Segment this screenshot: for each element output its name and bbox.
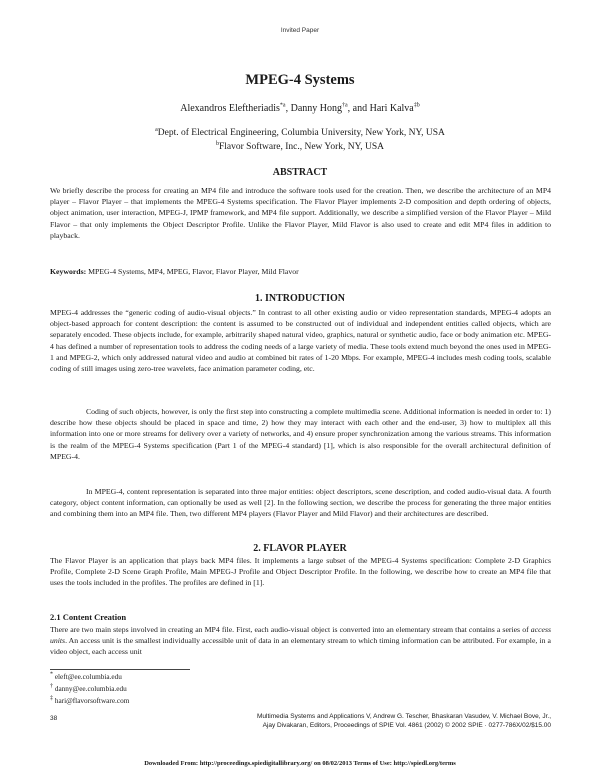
keywords-line: [50, 267, 551, 276]
page-number: 38: [50, 715, 58, 722]
affiliation-marker: b: [215, 140, 219, 147]
content-text-end: . An access unit is the smallest individually accessible unit of data in an elementary stream to which timing information can be attributed. For example, in a video object, each access unit: [50, 636, 551, 657]
footnote-email: eleft@ee.columbia.edu: [53, 673, 122, 681]
keywords-list: MPEG-4 Systems, MP4, MPEG, Flavor, Flavor Player, Mild Flavor: [86, 267, 299, 276]
author-superscript: ‡b: [413, 102, 420, 109]
footnote-email: hari@flavorsoftware.com: [53, 697, 130, 705]
footnote-mark: †: [50, 683, 53, 690]
header-note: Invited Paper: [280, 27, 320, 34]
footnote-mark: ‡: [50, 695, 53, 702]
footnote: [50, 696, 129, 706]
proceedings-citation: [175, 713, 551, 730]
author-name: , Danny Hong: [285, 103, 342, 114]
footnote: [50, 684, 127, 694]
intro-paragraph-2: Coding of such objects, however, is only the first step into constructing a complete multimedia scene. Additional information is needed in order to: 1) describe how these objects should be placed in space and time, 2) how they may interact with each other and the end-user, 3) how to multiplex all this information into one or more streams for delivery over a variety of networks, and 4) ensure proper synchronization among the various streams. This information is the realm of the MPEG-4 Systems specification (Part 1 of the MPEG-4 standard) [1], which is also responsible for the overall architectural definition of MPEG-4.: [50, 407, 551, 461]
affiliation-text: Dept. of Electrical Engineering, Columbia University, New York, NY, USA: [157, 128, 445, 138]
author-name: Alexandros Eleftheriadis: [180, 103, 280, 114]
intro-paragraph-1: MPEG-4 addresses the “generic coding of audio-visual objects.” In contrast to all other existing audio or video representation standards, MPEG-4 adopts an object-based approach for content description: the content is assumed to be constructed out of individual and independent entities called objects, which are separately encoded. These objects include, for example, arbitrarily shaped natural video, graphics, natural or synthetic audio, face or body animation etc. MPEG-4 has defined a number of representation tools to address the coding needs of a large variety of media. These tools extend much beyond the ones used in MPEG-1 and MPEG-2, which only addressed natural video and audio at combined bit rates of 1-20 Mbps. For example, MPEG-4 includes mesh coding tools, scalable coding of still images using zero-tree wavelets, face animation parameter coding, etc.: [50, 308, 551, 374]
footnote-mark: *: [50, 671, 53, 678]
intro-paragraph-3: In MPEG-4, content representation is separated into three major entities: object descriptors, scene description, and coded audio-visual data. A fourth category, object content information, can optionally be used as well [2]. In the following section, we describe the process for generating the three major entities and combining them into an MP4 file. Then, two different MP4 players (Flavor Player and Mild Flavor) and their architectures are described.: [50, 487, 551, 519]
keywords-label: Keywords:: [50, 267, 87, 276]
author-list: [0, 103, 600, 114]
abstract-heading: ABSTRACT: [272, 167, 328, 178]
author-name: , and Hari Kalva: [347, 103, 414, 114]
subsection-heading-content-creation: 2.1 Content Creation: [50, 612, 127, 622]
paper-title: MPEG-4 Systems: [245, 72, 355, 88]
content-text-start: There are two main steps involved in creating an MP4 file. First, each audio-visual object is converted into an elementary stream that contains a series of: [50, 625, 531, 634]
affiliation-a: [0, 128, 600, 138]
footnote-divider: [50, 669, 190, 670]
flavor-paragraph-1: The Flavor Player is an application that plays back MP4 files. It implements a large subset of the MPEG-4 Systems specification: Complete 2-D Graphics Profile, Complete 2-D Scene Graph Profile, Main MPEG-J Profile and Object Descriptor Profile. In the following, we describe how to create an MP4 file that uses the tools included in the profiles. The profiles are defined in [1].: [50, 556, 551, 588]
author-superscript: *a: [279, 102, 286, 109]
content-creation-paragraph: [50, 624, 551, 658]
content-emphasis: access units: [50, 625, 551, 646]
proceedings-line-1: Multimedia Systems and Applications V, Andrew G. Tescher, Bhaskaran Vasudev, V. Michael Bove, Jr.,: [257, 713, 551, 720]
affiliation-text: Flavor Software, Inc., New York, NY, USA: [218, 142, 384, 152]
affiliation-marker: a: [155, 126, 158, 133]
footnote: [50, 672, 122, 682]
author-superscript: †a: [341, 102, 348, 109]
affiliation-b: [0, 142, 600, 152]
footnote-email: danny@ee.columbia.edu: [53, 685, 127, 693]
proceedings-line-2: Ajay Divakaran, Editors, Proceedings of SPIE Vol. 4861 (2002) © 2002 SPIE · 0277-786X/02/$15.00: [262, 721, 551, 729]
abstract-paragraph: We briefly describe the process for creating an MP4 file and introduce the software tools used for the creation. Then, we describe the architecture of an MP4 player – Flavor Player – that implements the MPEG-4 Systems specification. The Flavor Player implements 2-D composition and depth ordering of objects, object animation, user interaction, MPEG-J, IPMP framework, and MP4 file support. Additionally, we describe a simplified version of the Flavor Player – Mild Flavor – that only implements the Object Descriptor Profile. Unlike the Flavor Player, Mild Flavor is also used to create and edit MP4 files in addition to playback.: [50, 186, 551, 240]
section-heading-flavor-player: 2. FLAVOR PLAYER: [253, 543, 347, 554]
section-heading-introduction: 1. INTRODUCTION: [254, 293, 345, 304]
download-notice: Downloaded From: http://proceedings.spiedigitallibrary.org/ on 08/02/2013 Terms of Use: http://spiedl.org/terms: [144, 760, 456, 767]
